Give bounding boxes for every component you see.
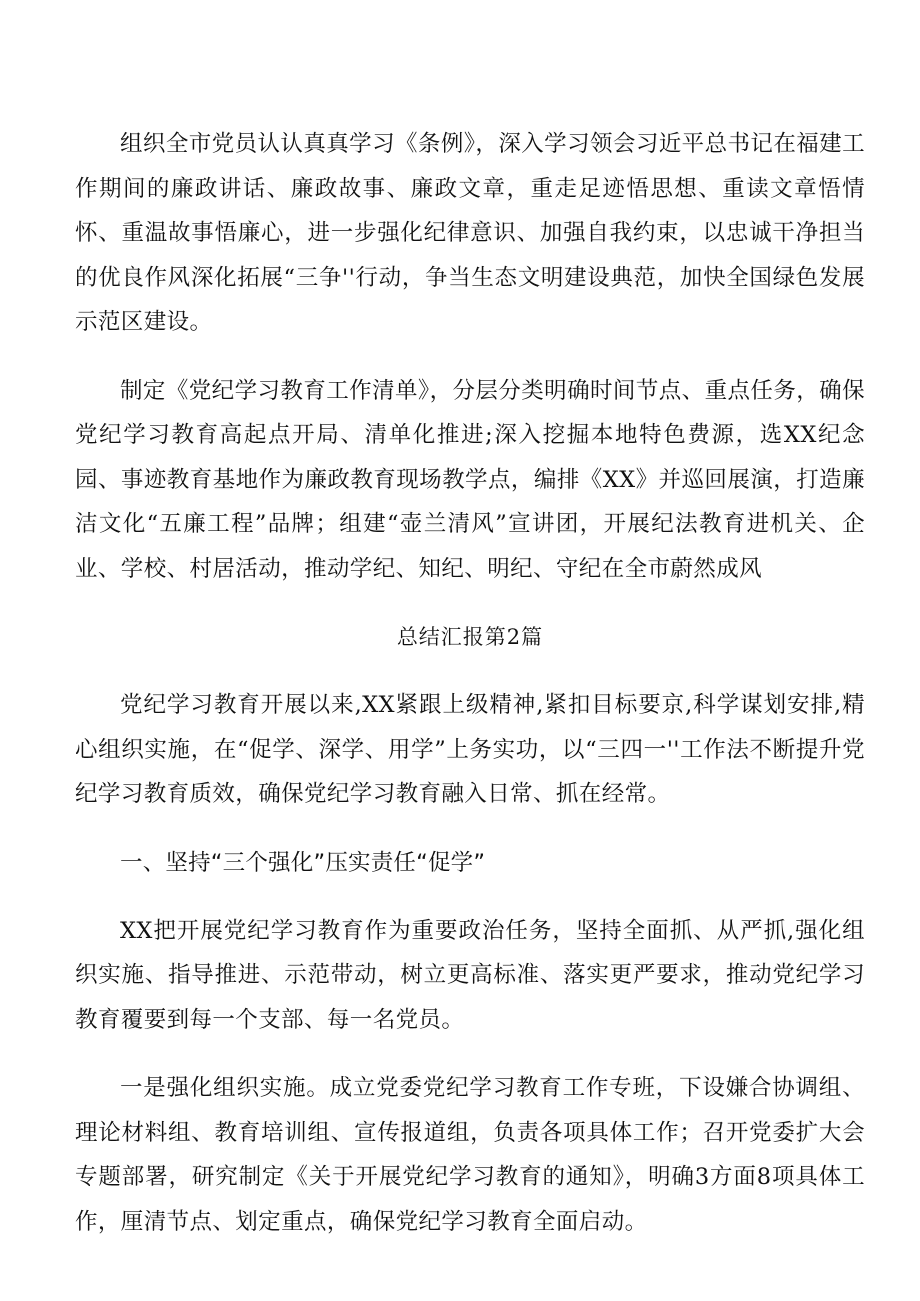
- paragraph-study-regulations: 组织全市党员认认真真学习《条例》，深入学习领会习近平总书记在福建工作期间的廉政讲话、廉政故事、廉政文章，重走足迹悟思想、重读文章悟情怀、重温故事悟廉心，进一步强化纪律意识、加强自我约束，以忠诚干净担当的优良作风深化拓展“三争''行动，争当生态文明建设典范，加快全国绿色发展示范区建设。: [75, 131, 865, 335]
- document-body: [75, 122, 865, 1268]
- section-subtitle: 总结汇报第2篇: [396, 625, 544, 649]
- paragraph-organization: 一是强化组织实施。成立党委党纪学习教育工作专班，下设嫌合协调组、理论材料组、教育培训组、宣传报道组，负责各项具体工作；召开党委扩大会专题部署，研究制定《关于开展党纪学习教育的通知》，明确3方面8项具体工作，厘清节点、划定重点，确保党纪学习教育全面启动。: [75, 1075, 865, 1235]
- paragraph-intro: 党纪学习教育开展以来,XX紧跟上级精神,紧扣目标要京,科学谋划安排,精心组织实施，在“促学、深学、用学”上务实功，以“三四一''工作法不断提升党纪学习教育质效，确保党纪学习教育融入日常、抓在经常。: [75, 692, 865, 807]
- paragraph-political-task: XX把开展党纪学习教育作为重要政治任务，坚持全面抓、从严抓,强化组织实施、指导推进、示范带动，树立更高标准、落实更严要求，推动党纪学习教育覆要到每一个支部、每一名党员。: [75, 917, 865, 1033]
- section-heading-1: 一、坚持“三个强化”压实责任“促学”: [120, 849, 486, 876]
- paragraph-work-checklist: 制定《党纪学习教育工作清单》，分层分类明确时间节点、重点任务，确保党纪学习教育高起点开局、清单化推进;深入挖掘本地特色费源，选XX纪念园、事迹教育基地作为廉政教育现场教学点，编排《XX》并巡回展演，打造廉洁文化“五廉工程”品牌；组建“壶兰清风”宣讲团，开展纪法教育进机关、企业、学校、村居活动，推动学纪、知纪、明纪、守纪在全市蔚然成风: [75, 377, 865, 582]
